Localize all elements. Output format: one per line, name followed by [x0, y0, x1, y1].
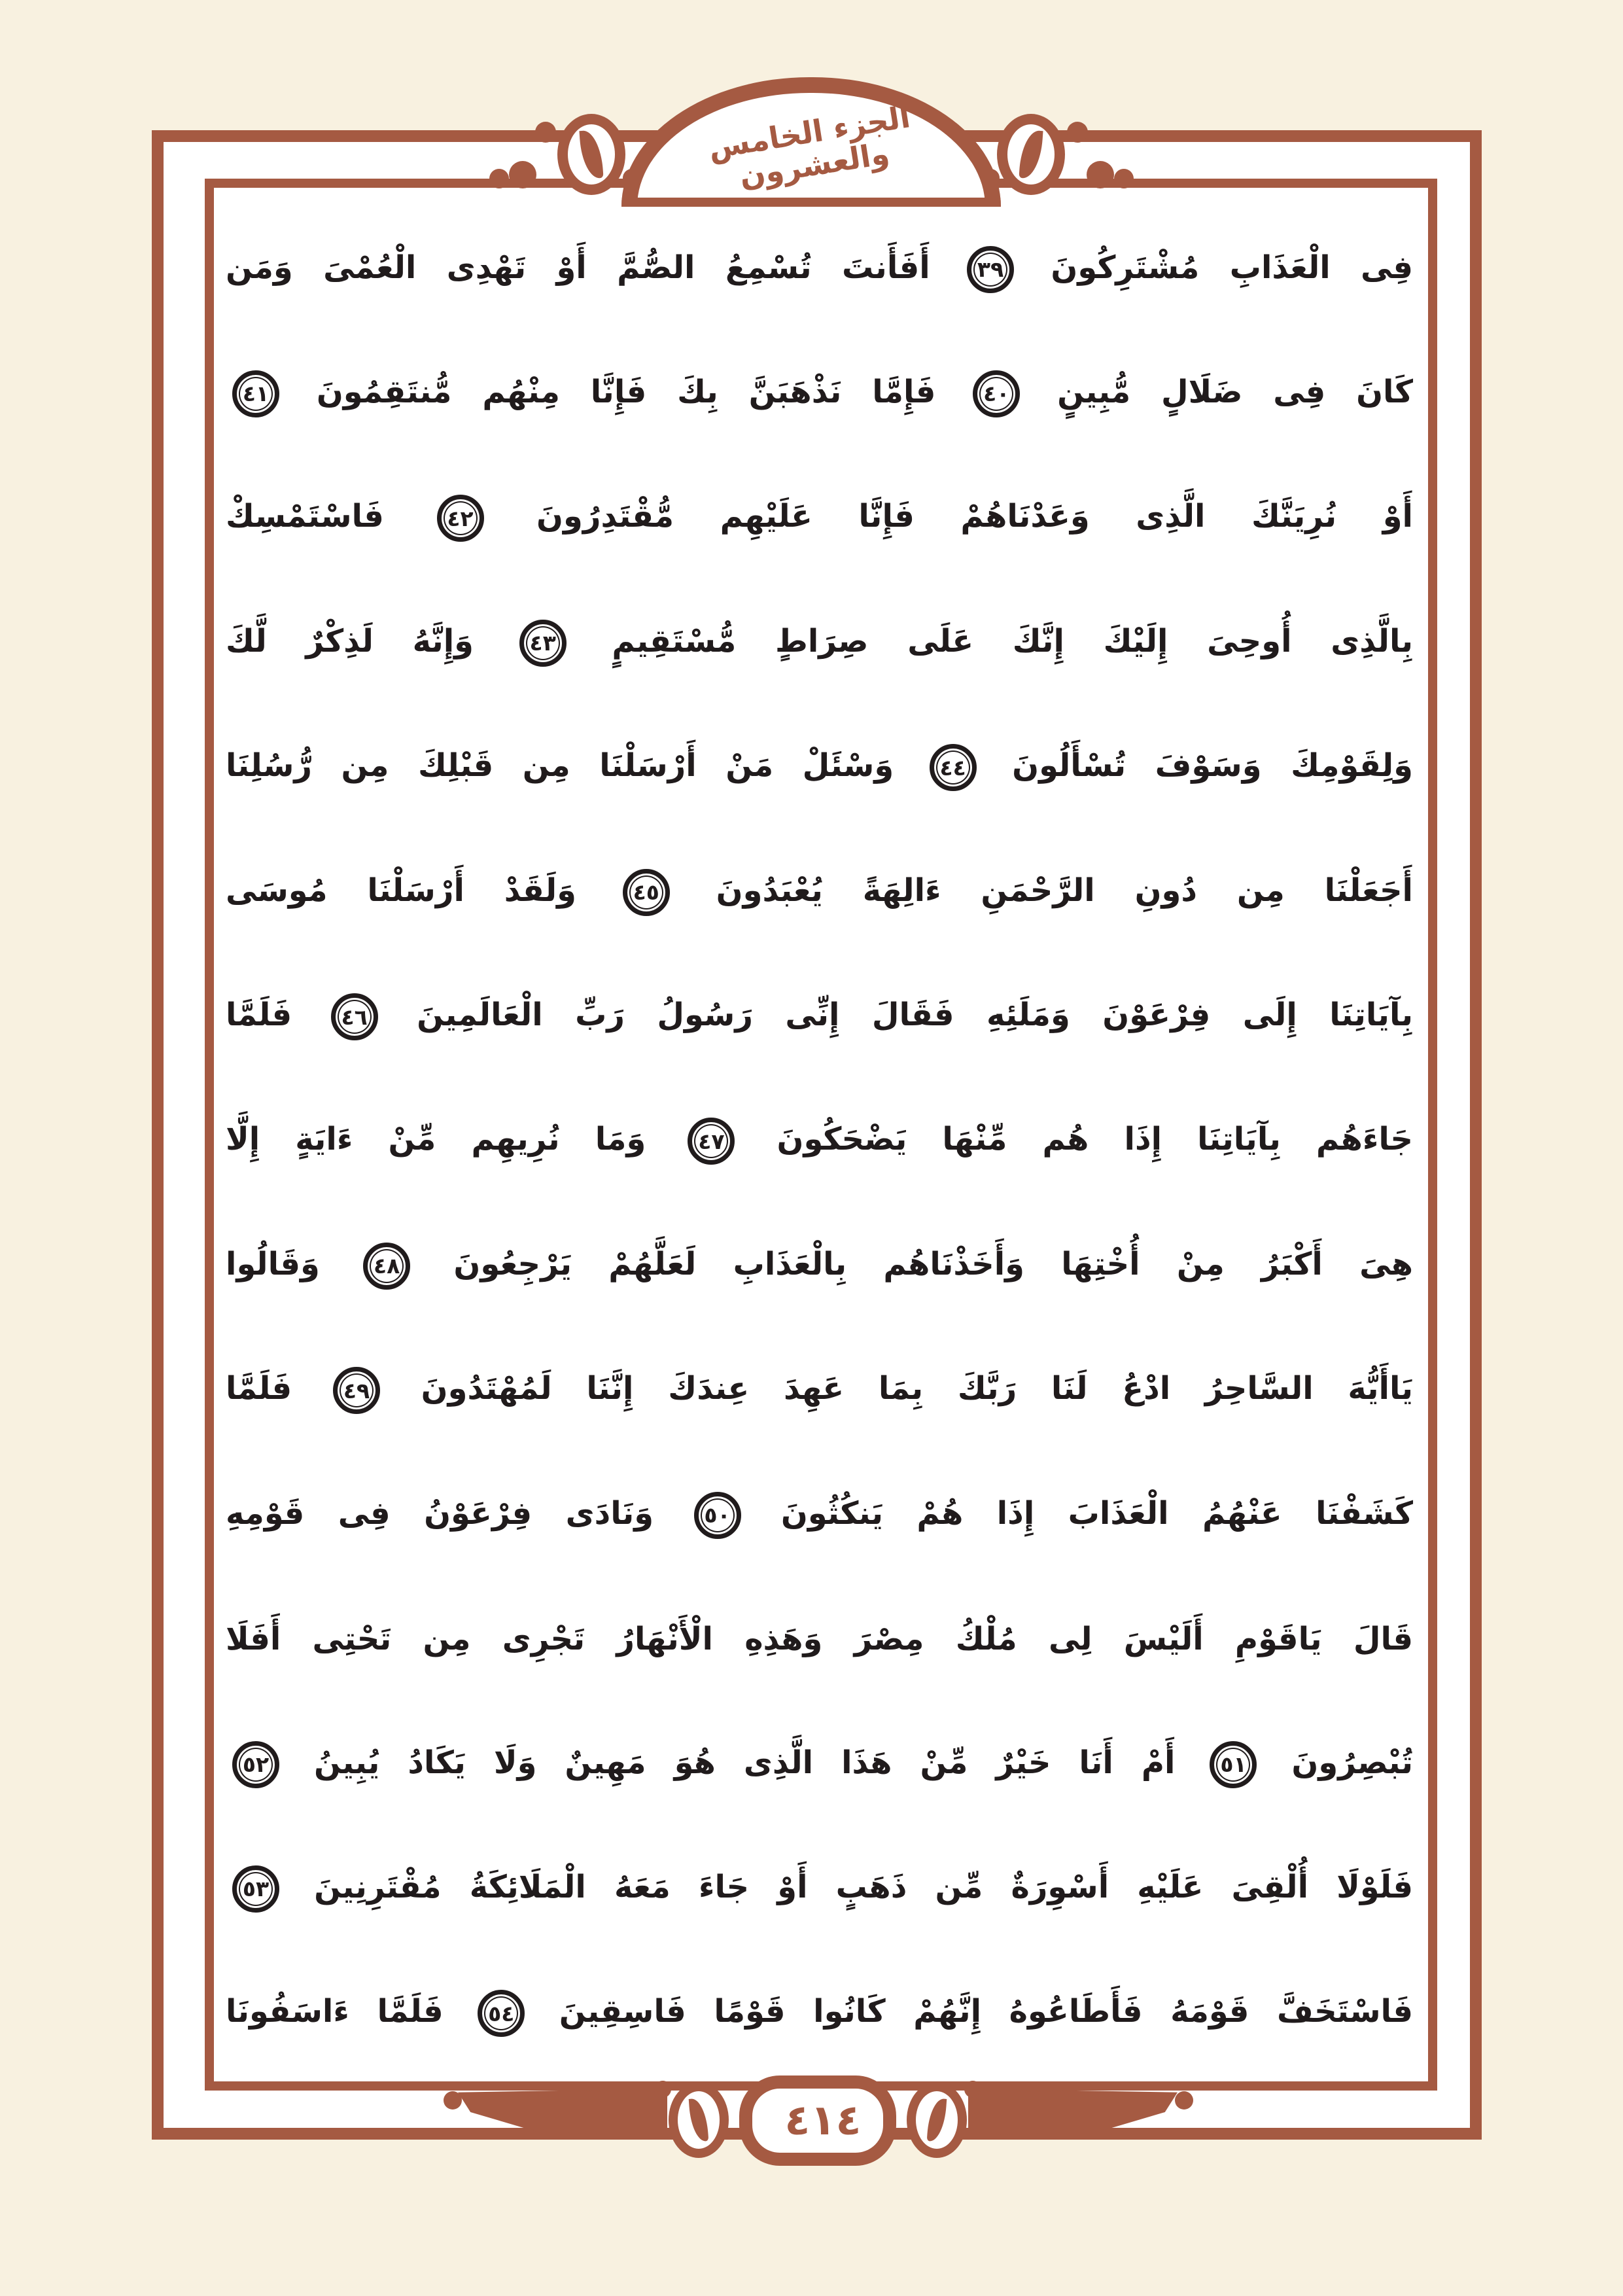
bottom-bump-icon [654, 2081, 671, 2098]
verse-number-marker [688, 1118, 735, 1165]
ayah-text: بِالَّذِى أُوحِىَ إِلَيْكَ إِنَّكَ عَلَى صِرَاطٍ مُّسْتَقِيمٍ ٤٣ وَإِنَّهُ لَذِكْرٌ لَّكَ [226, 619, 1413, 667]
bottom-curl-icon [1175, 2091, 1193, 2110]
ayah-text: كَانَ فِى ضَلَالٍ مُّبِينٍ ٤٠ فَإِمَّا نَذْهَبَنَّ بِكَ فَإِنَّا مِنْهُم مُّنتَقِمُونَ ٤١ [226, 370, 1413, 417]
quran-line [226, 1703, 1413, 1825]
ayah-text: وَلِقَوْمِكَ وَسَوْفَ تُسْأَلُونَ ٤٤ وَسْئَلْ مَنْ أَرْسَلْنَا مِن قَبْلِكَ مِن رُّسُلِنَا [226, 743, 1413, 791]
bottom-curl-icon [444, 2091, 462, 2110]
ayah-text: تُبْصِرُونَ ٥١ أَمْ أَنَا خَيْرٌ مِّنْ هَذَا الَّذِى هُوَ مَهِينٌ وَلَا يَكَادُ يُبِينُ ٥٢ [226, 1740, 1413, 1788]
verse-number: ٤٨ [373, 1253, 400, 1279]
verse-number: ٤٣ [529, 630, 556, 656]
page-number: ٤١٤ [784, 2096, 862, 2145]
top-bump-icon [535, 122, 556, 143]
quran-line [226, 956, 1413, 1078]
quran-line [226, 457, 1413, 579]
quran-text-block [226, 208, 1413, 2074]
leaf-ornament-icon [689, 2098, 709, 2142]
ayah-text: أَجَعَلْنَا مِن دُونِ الرَّحْمَنِ ءَالِهَةً يُعْبَدُونَ ٤٥ وَلَقَدْ أَرْسَلْنَا مُوسَى [226, 868, 1413, 916]
quran-line [226, 1330, 1413, 1451]
ayah-text: قَالَ يَاقَوْمِ أَلَيْسَ لِى مُلْكُ مِصْرَ وَهَذِهِ الْأَنْهَارُ تَجْرِى مِن تَحْتِى أَفَلَا [226, 1620, 1413, 1657]
header-oval-ornament [557, 114, 625, 195]
verse-number: ٤٧ [698, 1128, 725, 1154]
footer-oval-ornament [669, 2082, 729, 2158]
ayah-text: هِىَ أَكْبَرُ مِنْ أُخْتِهَا وَأَخَذْنَاهُم بِالْعَذَابِ لَعَلَّهُمْ يَرْجِعُونَ ٤٨ وَقَالُوا [226, 1242, 1413, 1290]
juz-dome-ornament [621, 77, 1001, 207]
quran-line [226, 208, 1413, 330]
quran-line [226, 1205, 1413, 1326]
verse-number: ٥٣ [242, 1876, 270, 1902]
verse-number: ٤٢ [447, 505, 474, 531]
verse-number-marker [437, 495, 484, 542]
verse-number-marker [478, 1990, 525, 2037]
quran-line [226, 1454, 1413, 1576]
verse-number: ٤٥ [633, 879, 659, 906]
verse-number: ٤٤ [939, 754, 966, 781]
verse-number-marker [519, 620, 567, 667]
verse-number-marker [333, 1367, 380, 1414]
quran-line [226, 831, 1413, 953]
ayah-text: كَشَفْنَا عَنْهُمُ الْعَذَابَ إِذَا هُمْ يَنكُثُونَ ٥٠ وَنَادَى فِرْعَوْنُ فِى قَوْمِهِ [226, 1491, 1413, 1539]
ayah-text: جَاءَهُم بِآيَاتِنَا إِذَا هُم مِّنْهَا يَضْحَكُونَ ٤٧ وَمَا نُرِيهِم مِّنْ ءَايَةٍ إِلَّا [226, 1117, 1413, 1165]
leaf-ornament-icon [1019, 130, 1043, 179]
ayah-text: فَاسْتَخَفَّ قَوْمَهُ فَأَطَاعُوهُ إِنَّهُمْ كَانُوا قَوْمًا فَاسِقِينَ ٥٤ فَلَمَّا ءَاسَفُونَا [226, 1989, 1413, 2037]
page-number-cartouche [739, 2075, 896, 2166]
verse-number: ٣٩ [977, 256, 1004, 282]
top-curl-icon [1114, 169, 1134, 188]
quran-line [226, 582, 1413, 703]
quran-line [226, 1952, 1413, 2074]
header-oval-ornament [997, 114, 1065, 195]
top-curl-icon [489, 169, 509, 188]
ayah-text: فِى الْعَذَابِ مُشْتَرِكُونَ ٣٩ أَفَأَنتَ تُسْمِعُ الصُّمَّ أَوْ تَهْدِى الْعُمْىَ وَمَن [226, 245, 1413, 293]
verse-number: ٤١ [242, 381, 270, 407]
ayah-text: بِآيَاتِنَا إِلَى فِرْعَوْنَ وَمَلَئِهِ فَقَالَ إِنِّى رَسُولُ رَبِّ الْعَالَمِينَ ٤٦ فَلَمَّا [226, 993, 1413, 1040]
quran-line [226, 1579, 1413, 1701]
verse-number-marker [930, 744, 977, 791]
verse-number: ٥٤ [488, 2000, 515, 2026]
juz-title: الجزء الخامس والعشرون [705, 99, 913, 194]
verse-number-marker [331, 993, 378, 1040]
verse-number-marker [623, 869, 670, 916]
quran-line [226, 1828, 1413, 1949]
verse-number-marker [232, 1865, 279, 1913]
verse-number: ٤٩ [343, 1377, 370, 1404]
ayah-text: يَاأَيُّهَ السَّاحِرُ ادْعُ لَنَا رَبَّكَ بِمَا عَهِدَ عِندَكَ إِنَّنَا لَمُهْتَدُونَ ٤٩ فَلَمَّا [226, 1366, 1413, 1414]
verse-number: ٤٠ [983, 381, 1010, 407]
quran-line [226, 707, 1413, 828]
ayah-text: أَوْ نُرِيَنَّكَ الَّذِى وَعَدْنَاهُمْ فَإِنَّا عَلَيْهِم مُّقْتَدِرُونَ ٤٢ فَاسْتَمْسِكْ [226, 494, 1413, 542]
footer-oval-ornament [907, 2082, 967, 2158]
verse-number-marker [694, 1492, 741, 1539]
top-curl-icon [509, 161, 536, 188]
verse-number-marker [363, 1243, 410, 1290]
bottom-bump-icon [964, 2081, 981, 2098]
verse-number: ٥٢ [242, 1752, 270, 1778]
top-curl-icon [1087, 161, 1114, 188]
leaf-ornament-icon [927, 2098, 947, 2142]
verse-number-marker [232, 370, 279, 417]
quran-line [226, 332, 1413, 454]
verse-number-marker [973, 370, 1020, 417]
verse-number: ٥١ [1220, 1752, 1247, 1778]
top-bump-icon [1067, 122, 1088, 143]
leaf-ornament-icon [579, 130, 603, 179]
verse-number: ٤٦ [341, 1004, 368, 1030]
verse-number-marker [1210, 1741, 1257, 1788]
verse-number-marker [967, 246, 1014, 293]
quran-line [226, 1080, 1413, 1202]
ayah-text: فَلَوْلَا أُلْقِىَ عَلَيْهِ أَسْوِرَةٌ مِّن ذَهَبٍ أَوْ جَاءَ مَعَهُ الْمَلَائِكَةُ مُقْتَرِنِينَ ٥٣ [226, 1865, 1413, 1913]
verse-number: ٥٠ [704, 1502, 731, 1528]
verse-number-marker [232, 1741, 279, 1788]
